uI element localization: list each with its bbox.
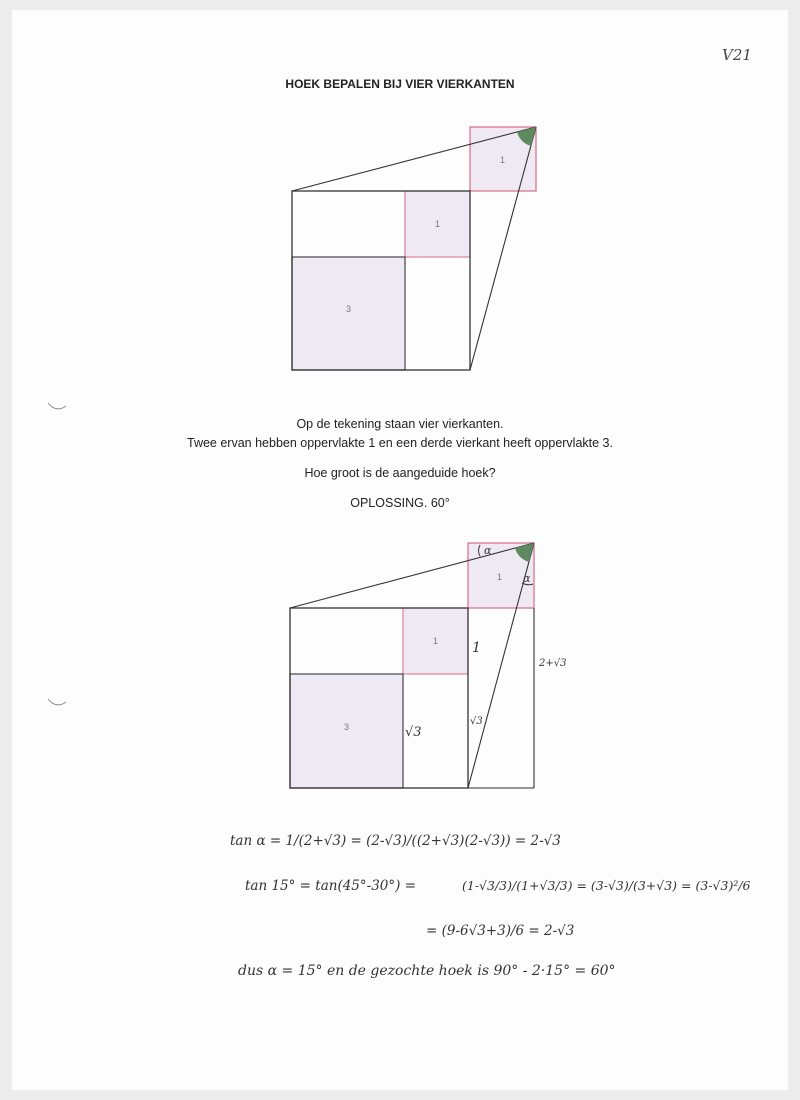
work-line-2b: (1-√3/3)/(1+√3/3) = (3-√3)/(3+√3) = (3-√3)²/6 [462,878,751,893]
work-line-2a: tan 15° = tan(45°-30°) = [245,878,417,894]
work-line-3: = (9-6√3+3)/6 = 2-√3 [426,923,575,939]
fig2-label-mid: 1 [433,636,439,646]
punch-mark-bottom [48,699,66,705]
figure-2 [290,543,566,788]
punch-mark-top [48,403,66,409]
handwritten-work [230,833,751,979]
page-code: V21 [722,46,752,64]
fig2-label-big: 3 [344,722,350,732]
fig1-label-mid: 1 [435,219,441,229]
fig1-label-top: 1 [500,155,506,165]
fig2-side-1: 1 [472,640,481,656]
fig2-side-2-plus-sqrt3: 2+√3 [539,658,567,669]
work-line-1: tan α = 1/(2+√3) = (2-√3)/((2+√3)(2-√3)) = 2-√3 [230,833,561,849]
fig2-diag-sqrt3: √3 [470,716,483,727]
fig2-label-top: 1 [497,572,503,582]
fig2-side-sqrt3: √3 [405,725,422,740]
problem-line-1: Op de tekening staan vier vierkanten. [296,417,504,431]
solution: OPLOSSING. 60° [350,496,450,510]
work-line-4: dus α = 15° en de gezochte hoek is 90° - 2·15° = 60° [238,963,616,979]
fig2-alpha-top: α [484,544,492,557]
fig1-label-big: 3 [346,304,352,314]
page-title: HOEK BEPALEN BIJ VIER VIERKANTEN [285,77,515,91]
question: Hoe groot is de aangeduide hoek? [304,466,496,480]
problem-line-2: Twee ervan hebben oppervlakte 1 en een derde vierkant heeft oppervlakte 3. [187,436,613,450]
fig2-alpha-right: α [523,572,531,585]
figure-1 [292,127,536,370]
